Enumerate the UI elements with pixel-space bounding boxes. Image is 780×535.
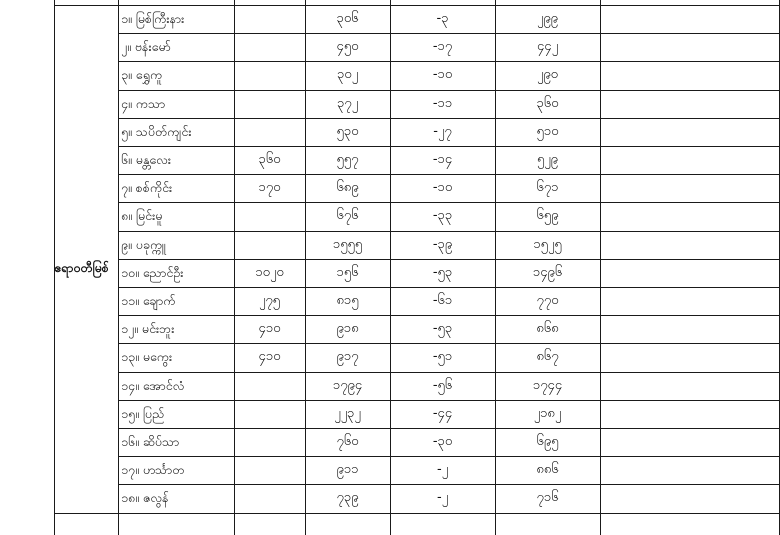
value-cell-c3: -၁၄ [432,152,453,167]
station-name: ၁၀။ ညောင်ဦး [121,264,184,280]
value-cell-c4: ၁၇၄၄ [532,377,563,393]
value-cell-c4: ၈၆၇ [536,349,559,365]
station-name: ၁၆။ ဆိပ်သာ [121,434,180,449]
station-name: ၉။ ပခုက္ကူ [121,236,166,252]
value-cell-c4: ၂၉၉ [536,11,558,26]
value-cell-c3: -၂ [436,490,449,506]
station-name: ၁၄။ အောင်လံ [121,377,185,393]
row-divider [118,174,780,175]
value-cell-c3: -၁၁ [432,95,453,111]
value-cell-c4: ၇၁၆ [536,490,559,506]
value-cell-c2: ၅၃၀ [336,123,359,139]
column-divider [390,0,391,535]
value-cell-c2: ၁၅၆ [336,264,359,280]
value-cell-c3: -၅၃ [432,264,453,280]
station-name: ၅။ သပိတ်ကျင်း [121,123,192,139]
row-divider [118,90,780,91]
value-cell-c3: -၆၁ [432,293,453,308]
value-cell-c4: ၃၆၀ [536,95,559,111]
value-cell-c4: ၂၁၈၂ [533,405,562,421]
row-divider [118,231,780,232]
value-cell-c2: ၅၅၇ [336,152,359,167]
value-cell-c3: -၁၀ [432,180,453,196]
row-divider [118,202,780,203]
value-cell-c4: ၁၄၉၆ [532,264,563,280]
value-cell-c3: -၂၇ [433,123,452,139]
row-divider [118,428,780,429]
row-divider [118,61,780,62]
value-cell-c2: ၃၀၂ [336,67,358,83]
row-divider [118,315,780,316]
value-cell-c3: -၃၀ [432,434,453,449]
row-divider [118,287,780,288]
value-cell-c2: ၆၇၆ [336,208,359,224]
value-cell-c4: ၆၇၁ [536,180,559,196]
value-cell-c1: ၄၁၀ [258,349,281,365]
station-name: ၁၂။ မင်းဘူး [121,321,175,337]
station-name: ၆။ မန္တလေး [121,152,172,167]
row-divider [54,5,780,6]
station-name: ၃။ ရွှေကူ [121,67,163,83]
value-cell-c4: ၁၅၂၅ [533,236,562,252]
value-cell-c2: ၈၁၅ [336,293,359,308]
value-cell-c4: ၆၉၅ [536,434,559,449]
row-divider [118,484,780,485]
value-cell-c4: ၂၉၀ [536,67,558,83]
value-cell-c3: -၁၀ [432,67,453,83]
value-cell-c4: ၄၄၂ [536,39,558,55]
row-divider [118,118,780,119]
value-cell-c2: ၉၁၇ [336,349,359,365]
station-name: ၈။ မြင်းမူ [121,208,163,224]
value-cell-c4: ၇၇၀ [536,293,559,308]
value-cell-c3: -၂ [436,462,449,478]
value-cell-c4: ၈၈၆ [536,462,559,478]
station-name: ၁၇။ ဟင်္သာတ [121,462,185,478]
value-cell-c3: -၃၉ [432,236,453,252]
value-cell-c1: ၃၆၀ [258,152,281,167]
value-cell-c4: ၅၂၉ [536,152,558,167]
value-cell-c3: -၅၆ [432,377,453,393]
value-cell-c3: -၃၃ [432,208,453,224]
row-divider [118,33,780,34]
value-cell-c2: ၂၂၃၂ [334,405,361,421]
value-cell-c2: ၃၇၂ [336,95,358,111]
column-divider [495,0,496,535]
station-name: ၁၈။ ဇလွန် [121,490,169,506]
value-cell-c2: ၄၅၀ [336,39,359,55]
row-divider [118,456,780,457]
value-cell-c3: -၅၁ [432,349,453,365]
value-cell-c4: ၆၅၉ [536,208,559,224]
value-cell-c2: ၉၁၁ [336,462,359,478]
row-divider [54,513,780,514]
value-cell-c3: -၅၃ [432,321,453,337]
row-divider [118,372,780,373]
value-cell-c1: ၁၀၂၀ [255,264,284,280]
station-name: ၁၁။ ချောက် [121,293,176,308]
station-name: ၁၅။ ပြည် [121,405,165,421]
value-cell-c3: -၁၇ [432,39,453,55]
station-name: ၁။ မြစ်ကြီးနား [121,11,185,26]
region-label: ဧရာဝတီမြစ် [54,260,109,275]
value-cell-c3: -၄၄ [432,405,453,421]
column-divider [118,0,119,535]
value-cell-c2: ၁၅၅၅ [332,236,363,252]
station-name: ၇။ စစ်ကိုင်း [121,180,173,196]
row-divider [118,343,780,344]
value-cell-c2: ၇၃၉ [336,490,359,506]
value-cell-c2: ၃၀၆ [336,11,359,26]
value-cell-c1: ၂၇၅ [258,293,280,308]
row-divider [118,259,780,260]
column-divider [600,0,601,535]
row-divider [118,400,780,401]
value-cell-c2: ၁၇၉၄ [332,377,363,393]
value-cell-c1: ၁၇၀ [258,180,281,196]
value-cell-c4: ၅၁၀ [536,123,559,139]
row-divider [118,146,780,147]
value-cell-c4: ၈၆၈ [536,321,559,337]
value-cell-c2: ၆၈၉ [336,180,359,196]
value-cell-c2: ၇၆၀ [336,434,359,449]
station-name: ၄။ ကသာ [121,95,166,111]
value-cell-c2: ၉၁၈ [336,321,359,337]
station-name: ၂။ ဗန်းမော် [121,39,171,55]
value-cell-c1: ၄၁၀ [258,321,281,337]
value-cell-c3: -၃ [436,11,449,26]
station-name: ၁၃။ မကွေး [121,349,173,365]
